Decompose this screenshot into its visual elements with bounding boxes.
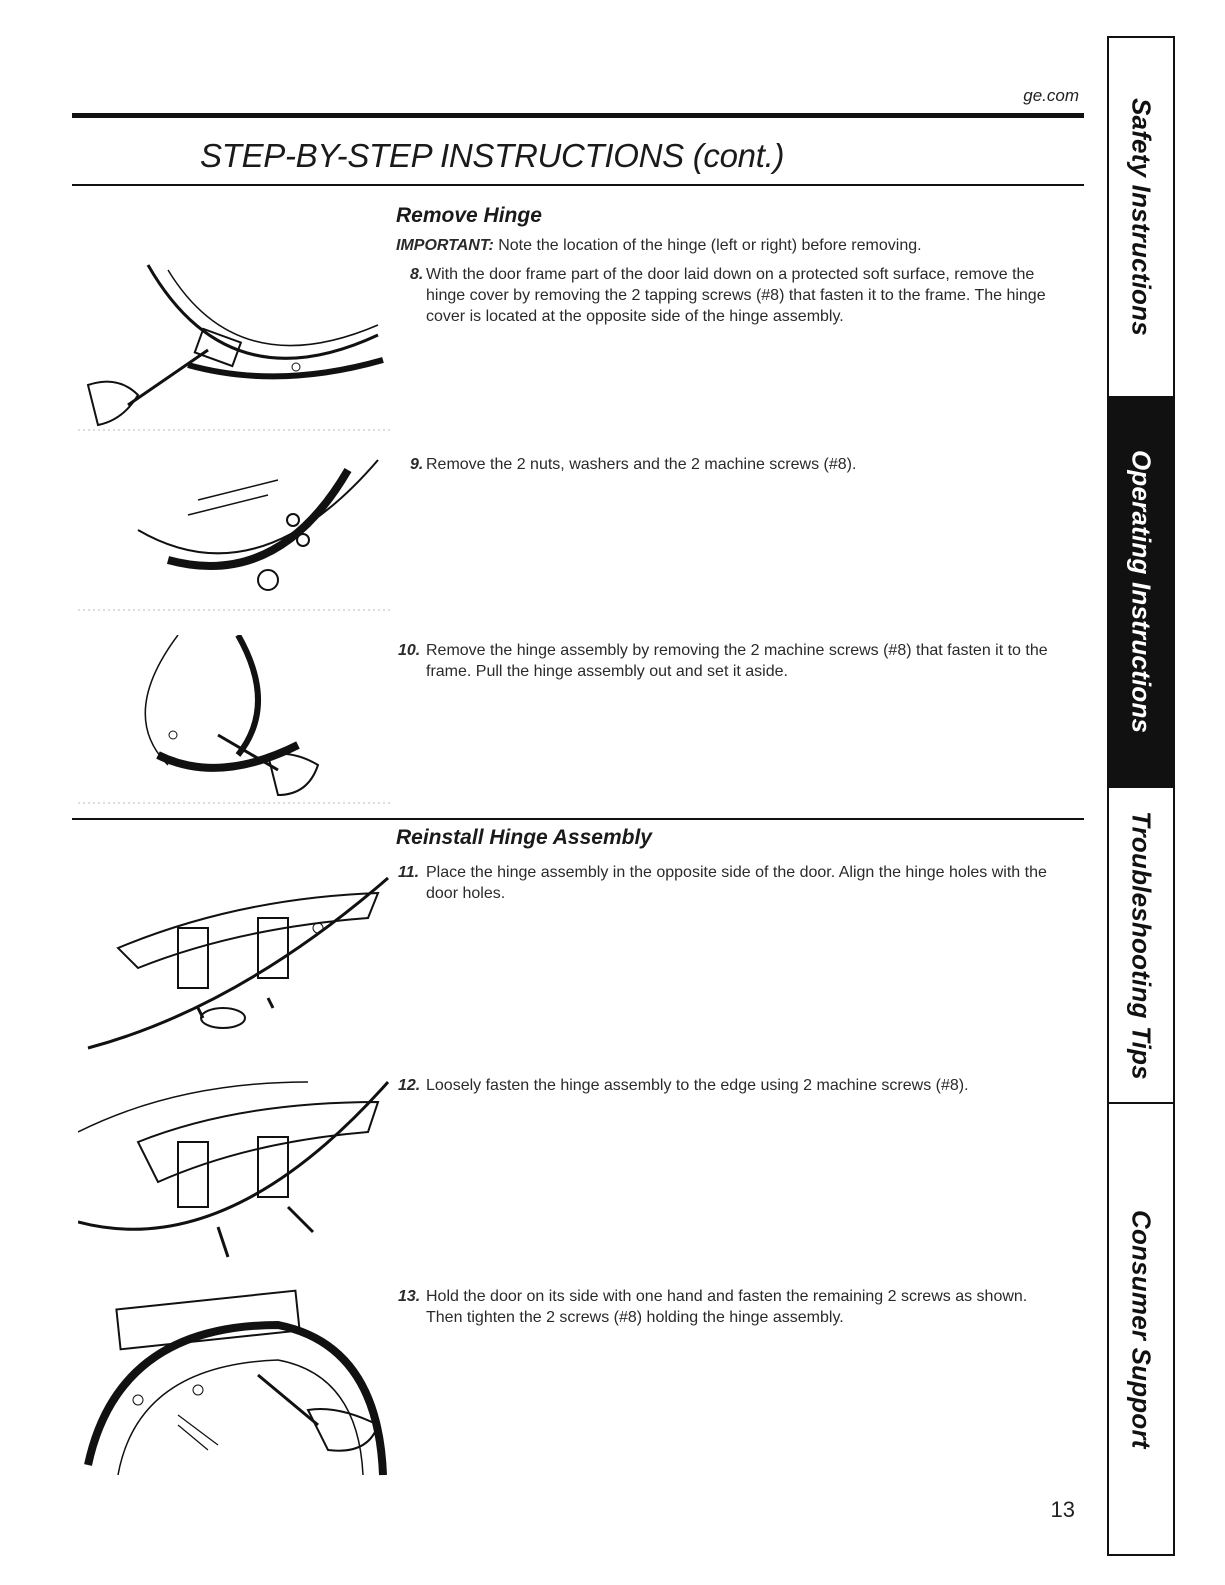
step-text: With the door frame part of the door laid down on a protected soft surface, remove the hinge cover by removing the 2 tapping screws (#8) that fasten it to the frame. The hinge cover is located at the opposite side of the hinge assembly. (426, 266, 1046, 325)
tab-label: Safety Instructions (1126, 98, 1157, 336)
step-text: Remove the 2 nuts, washers and the 2 machine screws (#8). (426, 456, 857, 473)
step-8 (410, 264, 1070, 327)
section-heading-reinstall-hinge: Reinstall Hinge Assembly (396, 826, 652, 849)
illustration-remove-hinge-assembly (78, 635, 390, 810)
section-rule (72, 818, 1084, 820)
illustration-tighten-screws (78, 1285, 390, 1495)
important-note (396, 237, 922, 255)
important-text: Note the location of the hinge (left or right) before removing. (493, 237, 922, 254)
tab-label: Troubleshooting Tips (1126, 810, 1157, 1080)
page-number: 13 (1050, 1497, 1075, 1522)
step-11 (398, 862, 1058, 904)
tab-label: Operating Instructions (1126, 450, 1157, 734)
tab-troubleshooting-tips[interactable] (1109, 788, 1173, 1102)
tab-safety-instructions[interactable] (1109, 38, 1173, 396)
step-12 (398, 1075, 1058, 1096)
page-title: STEP-BY-STEP INSTRUCTIONS (cont.) (200, 137, 785, 174)
site-url: ge.com (1023, 86, 1079, 105)
step-number: 10. (398, 642, 421, 659)
section-heading-remove-hinge: Remove Hinge (396, 204, 542, 227)
step-9 (410, 454, 1070, 475)
illustration-remove-hinge-cover (78, 255, 390, 440)
illustration-place-hinge (78, 858, 390, 1053)
important-label: IMPORTANT: (396, 237, 494, 254)
step-10 (398, 640, 1058, 682)
tab-consumer-support[interactable] (1109, 1104, 1173, 1554)
step-text: Hold the door on its side with one hand and fasten the remaining 2 screws as shown. Then tighten the 2 screws (#8) holding the hinge assembly. (426, 1288, 1028, 1326)
step-13 (398, 1286, 1058, 1328)
step-number: 9. (410, 456, 424, 473)
step-text: Loosely fasten the hinge assembly to the edge using 2 machine screws (#8). (426, 1077, 969, 1094)
side-tabs (1107, 36, 1175, 1556)
illustration-loosely-fasten (78, 1072, 390, 1272)
illustration-remove-nuts (78, 450, 390, 620)
tab-label: Consumer Support (1126, 1209, 1157, 1449)
tab-operating-instructions[interactable] (1109, 396, 1173, 788)
step-number: 13. (398, 1288, 421, 1305)
step-number: 11. (398, 864, 420, 881)
step-number: 12. (398, 1077, 421, 1094)
step-text: Remove the hinge assembly by removing the 2 machine screws (#8) that fasten it to the frame. Pull the hinge assembly out and set it aside. (426, 642, 1048, 680)
header-rule (72, 113, 1084, 118)
title-rule (72, 184, 1084, 186)
step-number: 8. (410, 266, 424, 283)
step-text: Place the hinge assembly in the opposite side of the door. Align the hinge holes with the door holes. (426, 864, 1047, 902)
